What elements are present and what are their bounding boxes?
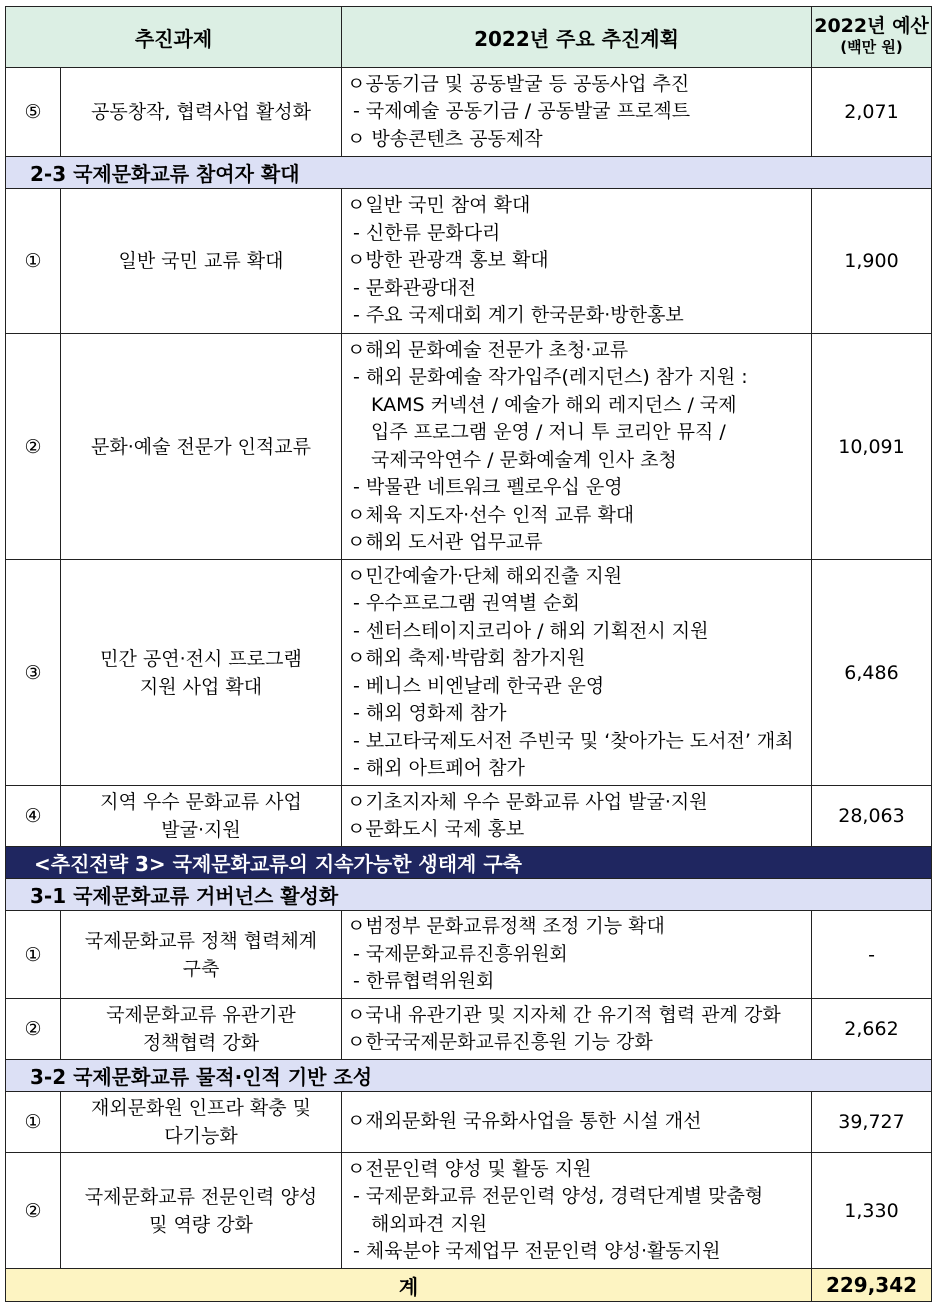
plan-item: ㅇ일반 국민 참여 확대 [347,194,531,217]
task-cell [61,1153,342,1269]
table-row [6,1092,932,1153]
plan-cell [342,189,812,334]
table-row [6,560,932,786]
plan-item: ㅇ해외 도서관 업무교류 [347,531,543,553]
plan-cell [342,68,812,157]
task-line: 재외문화원 인프라 확충 및 [90,1097,311,1119]
plan-subitem: - 국제문화교류 전문인력 양성, 경력단계별 맞춤형 [353,1185,764,1207]
total-row [6,1269,932,1302]
task-cell [61,560,342,786]
budget-table [5,6,932,1302]
table-row [6,786,932,847]
task-line: 지원 사업 확대 [139,675,263,698]
item-number: ④ [6,786,61,847]
section-header-row [6,879,932,911]
item-number: ② [6,1153,61,1269]
plan-cell [342,786,812,847]
plan-subitem: - 센터스테이지코리아 / 해외 기획전시 지원 [353,619,709,642]
task-cell [61,1092,342,1153]
plan-cell [342,911,812,999]
plan-subitem: - 해외 아트페어 참가 [353,757,525,779]
task-cell [61,189,342,334]
plan-item: ㅇ민간예술가·단체 해외진출 지원 [347,564,623,587]
task-line: 및 역량 강화 [149,1213,253,1236]
total-amount: 229,342 [812,1269,932,1302]
budget-amount: 10,091 [812,334,932,560]
header-row [6,7,932,68]
plan-cell [342,334,812,560]
budget-amount: 1,330 [812,1153,932,1269]
plan-subitem: - 주요 국제대회 계기 한국문화·방한홍보 [353,304,684,327]
plan-subitem: - 베니스 비엔날레 한국관 운영 [353,674,605,697]
plan-subitem: - 국제문화교류진흥위원회 [353,942,568,965]
task-cell [61,334,342,560]
task-line: 국제문화교류 정책 협력체계 [84,929,318,952]
budget-amount: 2,071 [812,68,932,157]
item-number: ① [6,911,61,999]
header-task: 추진과제 [6,7,342,68]
task-line: 지역 우수 문화교류 사업 [100,791,302,813]
plan-subitem: - 한류협력위원회 [353,970,495,993]
section-title: 3-2 국제문화교류 물적·인적 기반 조성 [6,1060,932,1092]
plan-cell [342,560,812,786]
table-row [6,189,932,334]
task-line: 민간 공연·전시 프로그램 [100,647,302,670]
plan-subitem: - 해외 문화예술 작가입주(레지던스) 참가 지원 : [353,366,748,388]
plan-item: ㅇ범정부 문화교류정책 조정 기능 확대 [347,915,665,938]
task-line: 발굴·지원 [161,819,241,841]
task-line: 문화·예술 전문가 인적교류 [90,435,311,458]
plan-subitem: - 보고타국제도서전 주빈국 및 ‘찾아가는 도서전’ 개최 [353,729,794,752]
table-row [6,68,932,157]
table-body [6,68,932,1269]
header-plan: 2022년 주요 추진계획 [342,7,812,68]
plan-item: ㅇ해외 축제·박람회 참가지원 [347,647,586,669]
plan-item: ㅇ한국국제문화교류진흥원 기능 강화 [347,1031,653,1053]
task-line: 국제문화교류 전문인력 양성 [84,1185,318,1208]
plan-subitem: - 신한류 문화다리 [353,221,501,244]
budget-amount: 6,486 [812,560,932,786]
task-cell [61,999,342,1060]
task-cell [61,786,342,847]
plan-item: ㅇ 방송콘텐츠 공동제작 [347,127,543,150]
strategy-header-row [6,847,932,879]
task-line: 다기능화 [164,1125,238,1147]
budget-table-container [5,6,931,1302]
budget-amount: 28,063 [812,786,932,847]
task-cell [61,68,342,157]
section-title: 3-1 국제문화교류 거버넌스 활성화 [6,879,932,911]
header-budget-unit: (백만 원) [840,38,903,56]
task-line: 구축 [182,957,220,980]
plan-subitem: 국제국악연수 / 문화예술계 인사 초청 [371,448,677,471]
task-line: 국제문화교류 유관기관 [106,1004,296,1026]
plan-subitem: - 체육분야 국제업무 전문인력 양성·활동지원 [353,1240,721,1262]
plan-subitem: - 문화관광대전 [353,276,477,299]
plan-cell [342,1092,812,1153]
plan-subitem: - 국제예술 공동기금 / 공동발굴 프로젝트 [353,100,691,123]
task-line: 일반 국민 교류 확대 [118,250,284,272]
plan-item: ㅇ기초지자체 우수 문화교류 사업 발굴·지원 [347,790,708,813]
item-number: ① [6,189,61,334]
budget-amount: 39,727 [812,1092,932,1153]
plan-subitem: - 해외 영화제 참가 [353,702,507,724]
item-number: ① [6,1092,61,1153]
strategy-title: <추진전략 3> 국제문화교류의 지속가능한 생태계 구축 [6,847,932,879]
table-row [6,334,932,560]
plan-cell [342,1153,812,1269]
plan-item: ㅇ전문인력 양성 및 활동 지원 [347,1157,592,1180]
item-number: ⑤ [6,68,61,157]
plan-item: ㅇ해외 문화예술 전문가 초청·교류 [347,338,629,361]
header-budget [812,7,932,68]
task-cell [61,911,342,999]
plan-item: ㅇ체육 지도자·선수 인적 교류 확대 [347,503,635,526]
table-row [6,1153,932,1269]
plan-subitem: 해외파견 지원 [371,1212,488,1235]
plan-item: ㅇ방한 관광객 홍보 확대 [347,249,549,272]
plan-item: ㅇ재외문화원 국유화사업을 통한 시설 개선 [347,1110,702,1133]
plan-item: ㅇ공동기금 및 공동발굴 등 공동사업 추진 [347,72,690,95]
item-number: ③ [6,560,61,786]
item-number: ② [6,334,61,560]
budget-amount: 2,662 [812,999,932,1060]
plan-subitem: - 우수프로그램 권역별 순회 [353,592,580,614]
plan-subitem: KAMS 커넥션 / 예술가 해외 레지던스 / 국제 [371,393,737,416]
budget-amount: 1,900 [812,189,932,334]
item-number: ② [6,999,61,1060]
table-row [6,999,932,1060]
table-row [6,911,932,999]
section-title: 2-3 국제문화교류 참여자 확대 [6,157,932,189]
header-budget-label: 2022년 예산 [814,15,929,37]
task-line: 정책협력 강화 [142,1032,260,1054]
plan-item: ㅇ문화도시 국제 홍보 [347,818,525,840]
budget-amount: - [812,911,932,999]
plan-subitem: 입주 프로그램 운영 / 저니 투 코리안 뮤직 / [371,421,726,443]
plan-subitem: - 박물관 네트워크 펠로우십 운영 [353,476,623,498]
plan-cell [342,999,812,1060]
section-header-row [6,1060,932,1092]
section-header-row [6,157,932,189]
total-label: 계 [6,1269,812,1302]
plan-item: ㅇ국내 유관기관 및 지자체 간 유기적 협력 관계 강화 [347,1003,781,1026]
task-line: 공동창작, 협력사업 활성화 [90,101,311,123]
